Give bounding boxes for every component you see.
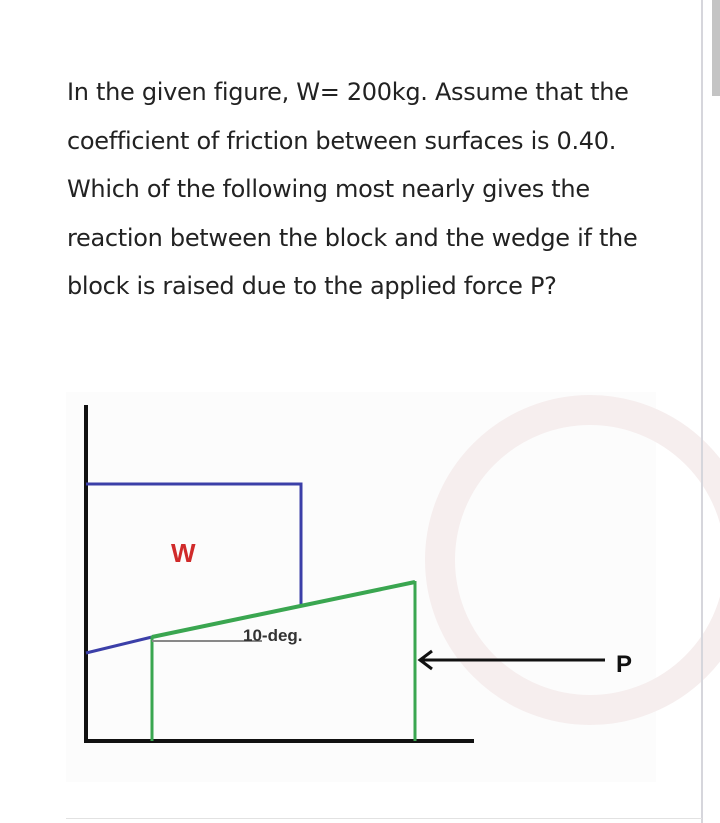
force-label: P — [616, 651, 633, 678]
angle-label: 10-deg. — [243, 626, 303, 645]
question-text: In the given figure, W= 200kg. Assume that the coefficient of friction between surfaces is 0.40. Which of the following most nearly gives the reaction between the block and the wedge if the block is raised due to the applied force P? — [67, 78, 638, 300]
bottom-divider — [66, 818, 702, 819]
block-label: W — [171, 538, 196, 568]
scrollbar-thumb[interactable] — [712, 0, 720, 96]
figure-background — [66, 392, 656, 782]
panel-border — [701, 0, 703, 823]
